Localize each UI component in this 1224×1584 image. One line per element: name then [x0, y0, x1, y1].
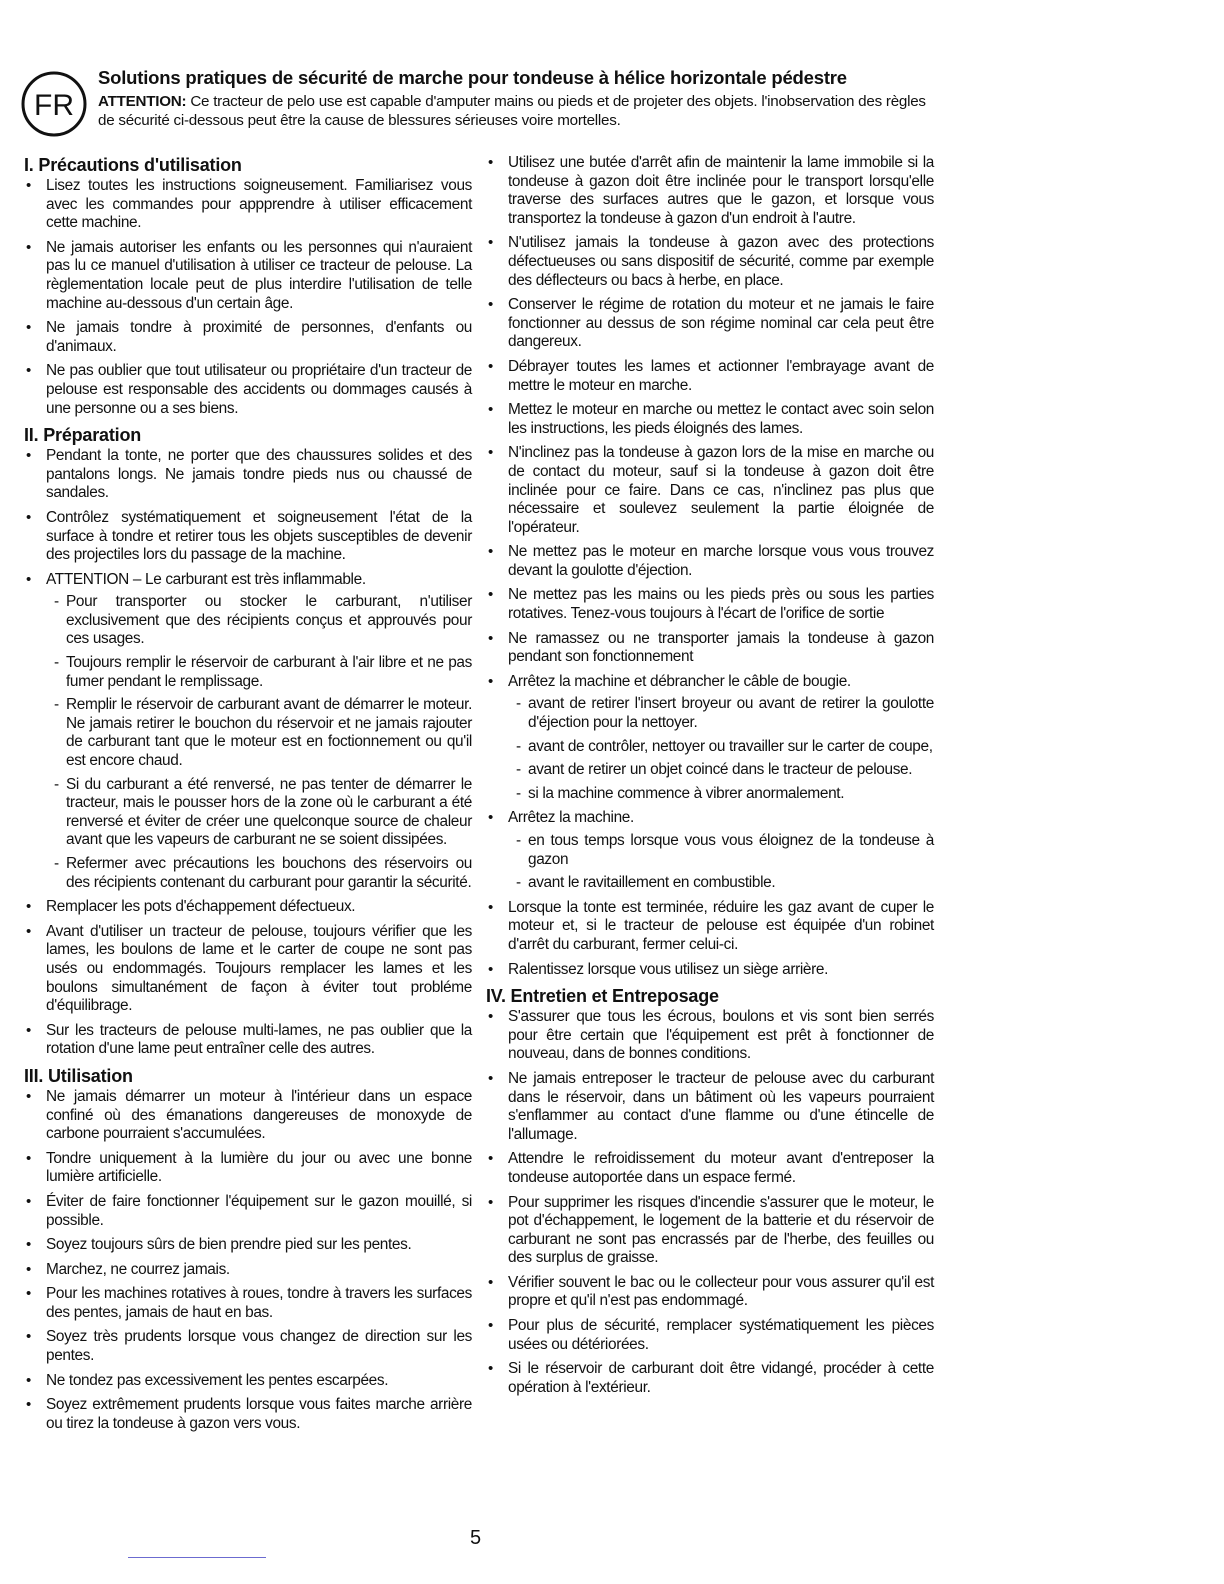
left-column	[24, 154, 472, 1439]
footer-divider	[128, 1557, 266, 1558]
section-heading: III. Utilisation	[24, 1065, 133, 1086]
sub-list	[46, 593, 472, 892]
list-item: • N'inclinez pas la tondeuse à gazon lors de la mise en marche ou de contact du moteur, sauf si la tondeuse à gazon doit être inclinée pour ce faire. Dans ce cas, n'inclinez pas plus que nécessaire et soulevez seulement la partie éloignée de l'opérateur.	[486, 444, 934, 537]
list-item: • Avant d'utiliser un tracteur de pelouse, toujours vérifier que les lames, les boulons de lame et le carter de coupe ne sont pas usés ou endommagés. Toujours remplacer les lames et les boulons simultanément de façon à éviter tout probléme d'équilibrage.	[24, 923, 472, 1016]
sub-item: - Refermer avec précautions les bouchons des réservoirs ou des récipients contenant du carburant pour garantir la sécurité.	[54, 855, 472, 891]
page-header	[18, 66, 938, 146]
sub-item: - avant de contrôler, nettoyer ou travailler sur le carter de coupe,	[516, 737, 933, 755]
list-item: • Attendre le refroidissement du moteur avant d'entreposer la tondeuse autoportée dans un espace fermé.	[486, 1150, 934, 1187]
list-item: • Utilisez une butée d'arrêt afin de maintenir la lame immobile si la tondeuse à gazon doit être inclinée pour le transport lorsqu'elle traverse des surfaces autres que le gazon, et lorsque vous transportez la tondeuse à gazon d'un endroit à l'autre.	[486, 154, 934, 228]
list-item: • Remplacer les pots d'échappement défectueux.	[24, 898, 472, 917]
list-item: • Marchez, ne courrez jamais.	[24, 1261, 472, 1280]
sub-item-text: avant de retirer un objet coincé dans le tracteur de pelouse.	[528, 761, 913, 779]
list-item: • Soyez toujours sûrs de bien prendre pied sur les pentes.	[24, 1236, 472, 1255]
sub-list	[508, 832, 934, 893]
list-item: • Pendant la tonte, ne porter que des chaussures solides et des pantalons longs. Ne jamais tondre pieds nus ou chaussé de sandales.	[24, 447, 472, 503]
sub-item-text: avant de contrôler, nettoyer ou travailler sur le carter de coupe,	[528, 737, 933, 755]
list-item: • Ne mettez pas les mains ou les pieds près ou sous les parties rotatives. Tenez-vous toujours à l'écart de l'orifice de sortie	[486, 586, 934, 623]
list-item: • Soyez très prudents lorsque vous changez de direction sur les pentes.	[24, 1328, 472, 1365]
page-title: Solutions pratiques de sécurité de marche pour tondeuse à hélice horizontale pédestre	[98, 67, 847, 88]
sub-item: - si la machine commence à vibrer anormalement.	[516, 784, 845, 802]
section-heading: II. Préparation	[24, 425, 142, 446]
list-item: • Débrayer toutes les lames et actionner l'embrayage avant de mettre le moteur en marche.	[486, 358, 934, 395]
page-number: 5	[470, 1527, 482, 1549]
list-item: • Ne jamais démarrer un moteur à l'intérieur dans un espace confiné où des émanations dangereuses de monoxyde de carbone pourraient s'accumulées.	[24, 1088, 472, 1144]
sub-item-text: avant de retirer l'insert broyeur ou avant de retirer la goulotte d'éjection pour la nettoyer.	[528, 695, 934, 732]
sub-item-text: si la machine commence à vibrer anormalement.	[528, 784, 845, 802]
list-item: • Ne jamais autoriser les enfants ou les personnes qui n'auraient pas lu ce manuel d'utilisation à utiliser ce tracteur de pelouse. La règlementation locale peut de plus interdire l'utilisation de telle machine au-dessous d'un certain âge.	[24, 239, 472, 313]
list-item: • Pour les machines rotatives à roues, tondre à travers les surfaces des pentes, jamais de haut en bas.	[24, 1285, 472, 1322]
list-item: • Ne pas oublier que tout utilisateur ou propriétaire d'un tracteur de pelouse est responsable des accidents ou dommages causés à une personne ou a ses biens.	[24, 362, 472, 418]
list-item: • S'assurer que tous les écrous, boulons et vis sont bien serrés pour être certain que l'équipement est prêt à fonctionner de nouveau, dans de bonnes conditions.	[486, 1008, 934, 1064]
list-item	[486, 809, 934, 892]
sub-item: - Remplir le réservoir de carburant avant de démarrer le moteur. Ne jamais retirer le bouchon du réservoir et ne jamais rajouter de carburant tant que le moteur est en foctionnement ou qu'il est encore chaud.	[54, 696, 472, 770]
list-item: • N'utilisez jamais la tondeuse à gazon avec des protections défectueuses ou sans dispositif de sécurité, comme par exemple des déflecteurs ou bacs à herbe, en place.	[486, 234, 934, 290]
list-item: • Lorsque la tonte est terminée, réduire les gaz avant de cuper le moteur et, si le tracteur de pelouse est équipée d'un robinet d'arrêt du carburant, fermer celui-ci.	[486, 899, 934, 955]
warning-label: ATTENTION:	[98, 93, 187, 110]
list-item: • Ne jamais entreposer le tracteur de pelouse avec du carburant dans le réservoir, dans un bâtiment où les vapeurs pourraient s'enflammer au contact d'une flamme ou d'une étincelle de l'allumage.	[486, 1070, 934, 1144]
sub-item: - en tous temps lorsque vous vous éloignez de la tondeuse à gazon	[516, 832, 934, 868]
sub-item-text: Remplir le réservoir de carburant avant de démarrer le moteur. Ne jamais retirer le bouchon du réservoir et ne jamais rajouter de carburant tant que le moteur est en foctionnement ou qu'il est encore chaud.	[66, 696, 472, 770]
warning-text: Ce tracteur de pelo use est capable d'amputer mains ou pieds et de projeter des objets. l'inobservation des règles de sécurité ci-dessous peut être la cause de blessures sérieuses voire mortelles.	[98, 93, 926, 129]
language-badge	[18, 68, 90, 140]
sub-item: - Pour transporter ou stocker le carburant, n'utiliser exclusivement que des récipients conçus et approuvés pour ces usages.	[54, 593, 472, 648]
sub-item: - avant de retirer un objet coincé dans le tracteur de pelouse.	[516, 761, 913, 779]
list-item	[24, 571, 472, 893]
list-item-text: Arrêtez la machine.	[508, 809, 634, 827]
sub-item-text: Refermer avec précautions les bouchons des réservoirs ou des récipients contenant du carburant pour garantir la sécurité.	[66, 855, 472, 891]
list-item: • Ne jamais tondre à proximité de personnes, d'enfants ou d'animaux.	[24, 319, 472, 356]
list-item-text: Arrêtez la machine et débrancher le câble de bougie.	[508, 672, 851, 690]
list-item: • Conserver le régime de rotation du moteur et ne jamais le faire fonctionner au dessus de son régime nominal car cela peut être dangereux.	[486, 296, 934, 352]
list-item: • Éviter de faire fonctionner l'équipement sur le gazon mouillé, si possible.	[24, 1193, 472, 1230]
section-list	[24, 1088, 472, 1434]
sub-item-text: en tous temps lorsque vous vous éloignez de la tondeuse à gazon	[528, 832, 934, 868]
list-item: • Contrôlez systématiquement et soigneusement l'état de la surface à tondre et retirer tous les objets susceptibles de devenir des projectiles lors du passage de la machine.	[24, 509, 472, 565]
sub-item-text: Toujours remplir le réservoir de carburant à l'air libre et ne pas fumer pendant le remplissage.	[66, 654, 472, 690]
list-item: • Si le réservoir de carburant doit être vidangé, procéder à cette opération à l'extérieur.	[486, 1360, 934, 1397]
sub-item-text: Pour transporter ou stocker le carburant, n'utiliser exclusivement que des récipients conçus et approuvés pour ces usages.	[66, 593, 472, 648]
list-item: • Lisez toutes les instructions soigneusement. Familiarisez vous avec les commandes pour appprendre à utiliser efficacement cette machine.	[24, 177, 472, 233]
list-item: • Pour plus de sécurité, remplacer systématiquement les pièces usées ou détériorées.	[486, 1317, 934, 1354]
section-list	[24, 177, 472, 418]
list-item: • Vérifier souvent le bac ou le collecteur pour vous assurer qu'il est propre et qu'il n'est pas endommagé.	[486, 1274, 934, 1311]
list-item: • Mettez le moteur en marche ou mettez le contact avec soin selon les instructions, les pieds éloignés des lames.	[486, 401, 934, 438]
sub-item: - Toujours remplir le réservoir de carburant à l'air libre et ne pas fumer pendant le remplissage.	[54, 654, 472, 690]
fr-badge-icon	[18, 68, 90, 140]
sub-item: - avant le ravitaillement en combustible.	[516, 874, 776, 892]
sub-list	[508, 695, 934, 803]
sub-item: - avant de retirer l'insert broyeur ou avant de retirer la goulotte d'éjection pour la nettoyer.	[516, 695, 934, 732]
list-item: • Pour supprimer les risques d'incendie s'assurer que le moteur, le pot d'échappement, le logement de la batterie et du réservoir de carburant ne sont pas encrassés par de l'herbe, des feuilles ou des surplus de graisse.	[486, 1194, 934, 1268]
sub-item-text: Si du carburant a été renversé, ne pas tenter de démarrer le tracteur, mais le pousser hors de la zone où le carburant a été renversé et éviter de créer une quelconque source de chaleur avant que les vapeurs de carburant ne se soient dissipées.	[66, 775, 472, 849]
badge-text: FR	[34, 89, 74, 122]
list-item: • Soyez extrêmement prudents lorsque vous faites marche arrière ou tirez la tondeuse à gazon vers vous.	[24, 1396, 472, 1433]
section-list	[486, 1008, 934, 1397]
list-item: • Ne tondez pas excessivement les pentes escarpées.	[24, 1372, 472, 1391]
section-heading: IV. Entretien et Entreposage	[486, 986, 719, 1007]
section-list	[486, 154, 934, 979]
list-item	[486, 673, 934, 804]
list-item: • Ne ramassez ou ne transporter jamais la tondeuse à gazon pendant son fonctionnement	[486, 630, 934, 667]
safety-warning	[98, 92, 938, 130]
list-item-text: ATTENTION – Le carburant est très inflammable.	[46, 570, 366, 588]
list-item: • Ralentissez lorsque vous utilisez un siège arrière.	[486, 961, 934, 980]
sub-item-text: avant le ravitaillement en combustible.	[528, 874, 776, 892]
list-item: • Sur les tracteurs de pelouse multi-lames, ne pas oublier que la rotation d'une lame peut entraîner celle des autres.	[24, 1022, 472, 1059]
list-item: • Tondre uniquement à la lumière du jour ou avec une bonne lumière artificielle.	[24, 1150, 472, 1187]
right-column	[486, 154, 934, 1403]
section-list	[24, 447, 472, 1059]
sub-item: - Si du carburant a été renversé, ne pas tenter de démarrer le tracteur, mais le pousser hors de la zone où le carburant a été renversé et éviter de créer une quelconque source de chaleur avant que les vapeurs de carburant ne se soient dissipées.	[54, 775, 472, 849]
section-heading: I. Précautions d'utilisation	[24, 155, 242, 175]
list-item: • Ne mettez pas le moteur en marche lorsque vous vous trouvez devant la goulotte d'éjection.	[486, 543, 934, 580]
